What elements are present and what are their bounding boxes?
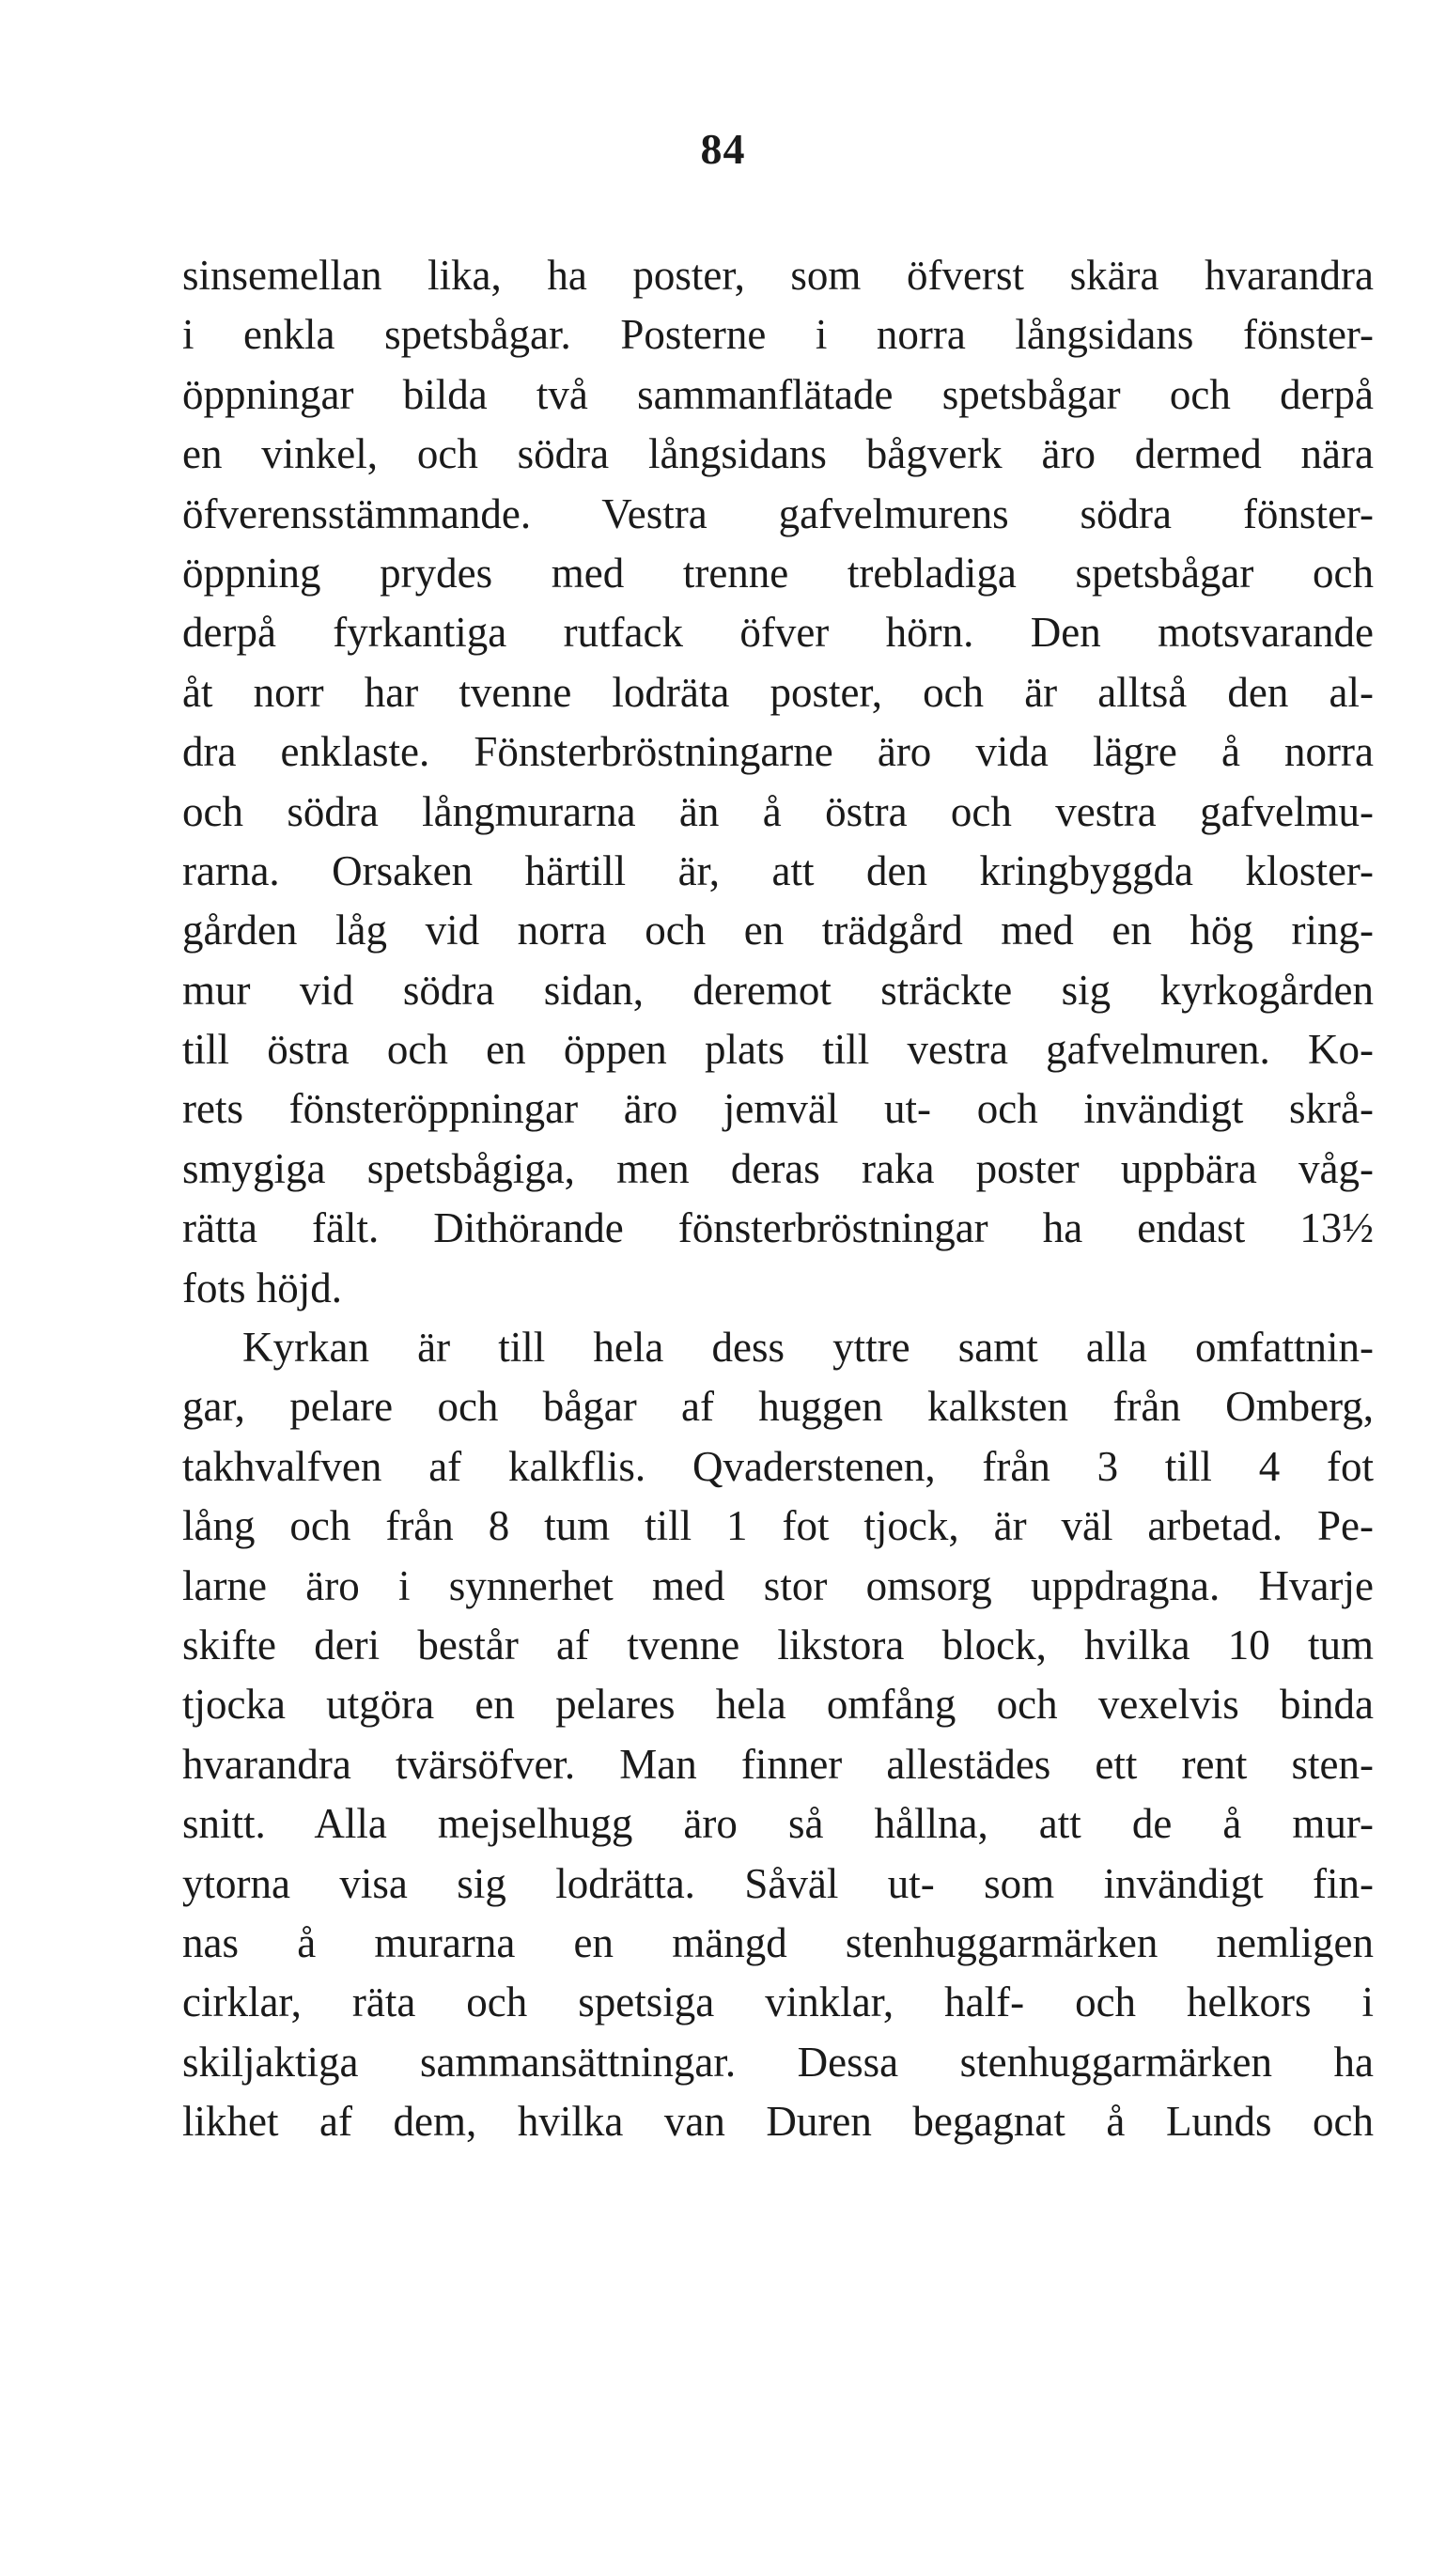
text-line: fots höjd. bbox=[182, 1264, 343, 1311]
text-line: och södra långmurarna än å östra och vestra gafvelmu- bbox=[182, 787, 1374, 835]
text-line: öppningar bilda två sammanflätade spetsbågar och derpå bbox=[182, 370, 1374, 418]
text-line: gar, pelare och bågar af huggen kalksten från Omberg, bbox=[182, 1383, 1374, 1431]
text-line: öppning prydes med trenne trebladiga spetsbågar och bbox=[182, 549, 1374, 597]
text-line: derpå fyrkantiga rutfack öfver hörn. Den motsvarande bbox=[182, 609, 1374, 657]
text-line: till östra och en öppen plats till vestra gafvelmuren. Ko- bbox=[182, 1026, 1374, 1074]
text-line: rarna. Orsaken härtill är, att den kringbyggda kloster- bbox=[182, 846, 1374, 894]
text-line: i enkla spetsbågar. Posterne i norra långsidans fönster- bbox=[182, 311, 1374, 359]
text-line: tjocka utgöra en pelares hela omfång och vexelvis binda bbox=[182, 1681, 1374, 1729]
text-line: smygiga spetsbågiga, men deras raka poster uppbära våg- bbox=[182, 1144, 1374, 1192]
text-line: hvarandra tvärsöfver. Man finner allestädes ett rent sten- bbox=[182, 1740, 1374, 1788]
text-line: rätta fält. Dithörande fönsterbröstningar ha endast 13½ bbox=[182, 1204, 1374, 1252]
text-line: nas å murarna en mängd stenhuggarmärken nemligen bbox=[182, 1918, 1374, 1966]
text-line: åt norr har tvenne lodräta poster, och är alltså den al- bbox=[182, 668, 1374, 716]
text-line: lång och från 8 tum till 1 fot tjock, är väl arbetad. Pe- bbox=[182, 1502, 1374, 1550]
text-line: larne äro i synnerhet med stor omsorg uppdragna. Hvarje bbox=[182, 1561, 1374, 1609]
text-line: dra enklaste. Fönsterbröstningarne äro vida lägre å norra bbox=[182, 728, 1374, 776]
text-line: en vinkel, och södra långsidans bågverk äro dermed nära bbox=[182, 430, 1374, 478]
text-line: ytorna visa sig lodrätta. Såväl ut- som invändigt fin- bbox=[182, 1859, 1374, 1907]
text-line: cirklar, räta och spetsiga vinklar, half- och helkors i bbox=[182, 1979, 1374, 2026]
text-line: skiljaktiga sammansättningar. Dessa stenhuggarmärken ha bbox=[182, 2038, 1374, 2086]
text-line: öfverensstämmande. Vestra gafvelmurens södra fönster- bbox=[182, 489, 1374, 537]
text-line: Kyrkan är till hela dess yttre samt alla omfattnin- bbox=[242, 1324, 1374, 1372]
body-text bbox=[182, 246, 1374, 2152]
text-line: rets fönsteröppningar äro jemväl ut- och invändigt skrå- bbox=[182, 1085, 1374, 1133]
text-line: takhvalfven af kalkflis. Qvaderstenen, från 3 till 4 fot bbox=[182, 1442, 1374, 1490]
text-line: sinsemellan lika, ha poster, som öfverst skära hvarandra bbox=[182, 252, 1374, 299]
text-line: snitt. Alla mejselhugg äro så hållna, att de å mur- bbox=[182, 1800, 1374, 1848]
text-line: likhet af dem, hvilka van Duren begagnat å Lunds och bbox=[182, 2098, 1374, 2146]
text-line: gården låg vid norra och en trädgård med en hög ring- bbox=[182, 907, 1374, 954]
text-line: mur vid södra sidan, deremot sträckte sig kyrkogården bbox=[182, 966, 1374, 1014]
page-number: 84 bbox=[700, 125, 746, 173]
text-line: skifte deri består af tvenne likstora block, hvilka 10 tum bbox=[182, 1621, 1374, 1668]
